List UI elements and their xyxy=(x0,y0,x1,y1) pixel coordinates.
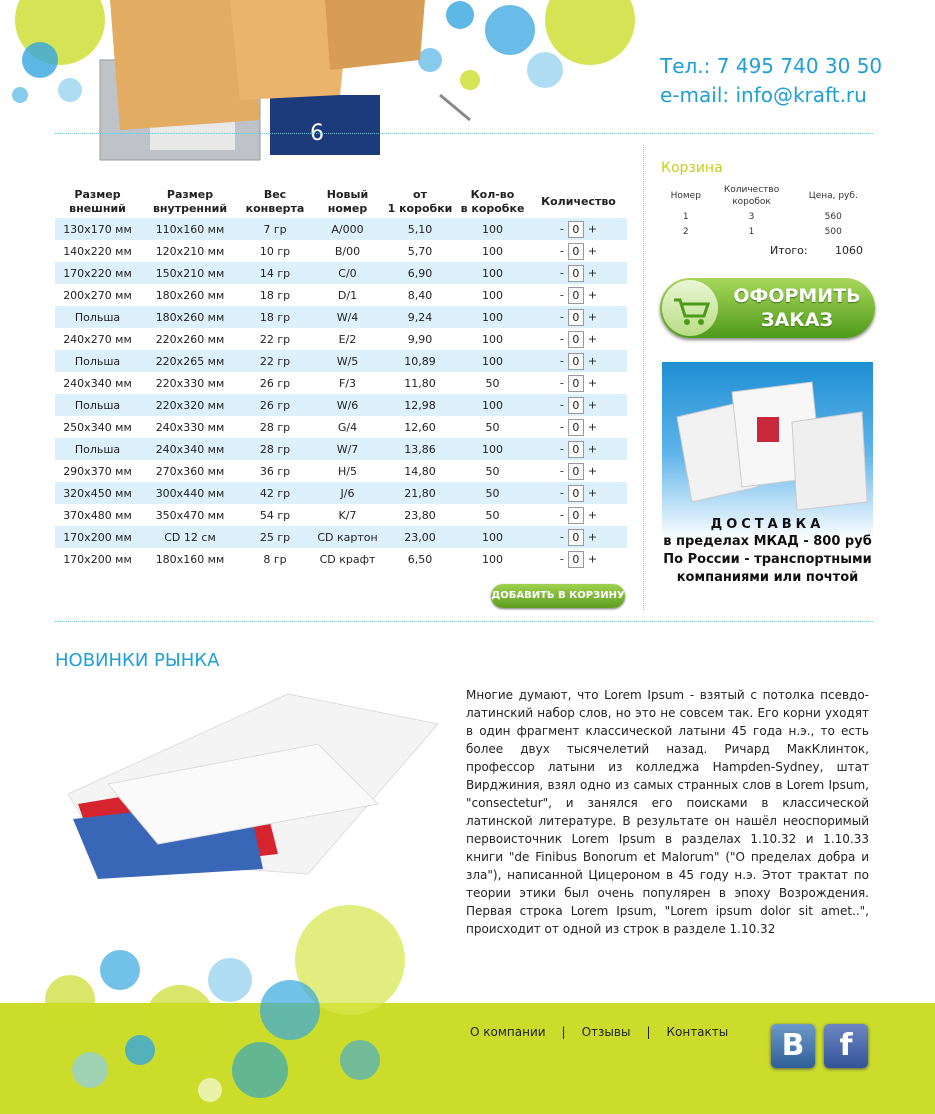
table-cell: 370x480 мм xyxy=(63,508,132,522)
quantity-stepper xyxy=(530,548,627,570)
table-cell: 12,60 xyxy=(404,420,436,434)
table-cell: 6,50 xyxy=(407,552,433,566)
table-header-line: Кол-во xyxy=(470,188,515,201)
footer-link-about[interactable]: О компании xyxy=(470,1025,546,1039)
divider-top xyxy=(55,133,873,134)
delivery-banner[interactable] xyxy=(662,362,873,590)
table-header-line: в коробке xyxy=(460,202,525,215)
table-cell: CD 12 см xyxy=(140,526,240,548)
table-cell: W/5 xyxy=(310,350,385,372)
quantity-plus-button[interactable]: + xyxy=(587,464,598,477)
quantity-minus-button[interactable]: - xyxy=(559,332,564,345)
cart-icon xyxy=(662,280,718,336)
news-section-title: НОВИНКИ РЫНКА xyxy=(55,650,220,671)
quantity-stepper xyxy=(530,262,627,284)
quantity-stepper xyxy=(530,504,627,526)
cart-header-boxes: Количество коробок xyxy=(723,185,780,207)
quantity-plus-button[interactable]: + xyxy=(587,442,598,455)
cart-cell: 3 xyxy=(748,211,755,222)
quantity-stepper xyxy=(530,460,627,482)
news-article-text: Многие думают, что Lorem Ipsum - взятый с потолка псевдо-латинский набор слов, но это не совсем так. Его корни уходят в один фрагмент классической латыни 45 года н.э., то есть более двух тысячелетий назад. Ричард МакКлинток, профессор латыни из колледжа Hampden-Sydney, штат Вирджиния, взял одно из самых странных слов в Lorem Ipsum, "consectetur", и занялся его поисками в классической латинской литературе. В результате он нашёл неоспоримый первоисточник Lorem Ipsum в разделах 1.10.32 и 1.10.33 книги "de Finibus Bonorum et Malorum" ("О пределах добра и зла"), написанной Цицероном в 45 году н.э. Этот трактат по теории этики был очень популярен в эпоху Возрождения. Первая строка Lorem Ipsum, "Lorem ipsum dolor sit amet..", происходит от одной из строк в разделе 1.10.32 xyxy=(466,688,869,936)
table-cell: 240x340 мм xyxy=(140,438,240,460)
quantity-minus-button[interactable]: - xyxy=(559,420,564,433)
quantity-input[interactable]: 0 xyxy=(568,309,584,326)
table-header-line: Вес xyxy=(263,188,287,201)
table-header-line: внешний xyxy=(69,202,126,215)
table-header-line: от xyxy=(413,188,427,201)
cart-row xyxy=(660,224,875,239)
vk-icon[interactable]: B xyxy=(771,1024,815,1068)
quantity-minus-button[interactable]: - xyxy=(559,552,564,565)
product-table xyxy=(55,186,627,570)
table-header-cell xyxy=(140,186,240,218)
table-cell: 200x270 мм xyxy=(63,288,132,302)
table-cell: CD крафт xyxy=(319,552,376,566)
table-cell: W/6 xyxy=(310,394,385,416)
quantity-input[interactable]: 0 xyxy=(568,485,584,502)
table-cell: D/1 xyxy=(337,288,358,302)
quantity-minus-button[interactable]: - xyxy=(559,486,564,499)
table-cell: K/7 xyxy=(338,508,357,522)
table-header-line: конверта xyxy=(245,202,305,215)
quantity-plus-button[interactable]: + xyxy=(587,376,598,389)
table-cell: 120x210 мм xyxy=(155,244,225,258)
table-header-cell xyxy=(240,186,310,218)
quantity-stepper xyxy=(530,218,627,240)
table-header-cell xyxy=(55,186,140,218)
quantity-minus-button[interactable]: - xyxy=(559,442,564,455)
delivery-envelopes-image xyxy=(662,362,873,512)
footer-separator: | xyxy=(646,1025,651,1039)
quantity-plus-button[interactable]: + xyxy=(587,420,598,433)
facebook-icon[interactable]: f xyxy=(824,1024,868,1068)
table-cell: 100 xyxy=(455,350,530,372)
quantity-plus-button[interactable]: + xyxy=(587,486,598,499)
table-cell: 10 гр xyxy=(259,244,291,258)
quantity-minus-button[interactable]: - xyxy=(559,530,564,543)
table-header-cell xyxy=(385,186,455,218)
table-header-cell xyxy=(530,186,627,218)
table-cell: A/000 xyxy=(310,218,385,240)
table-cell: 13,86 xyxy=(385,438,455,460)
table-cell: 100 xyxy=(455,262,530,284)
table-row xyxy=(55,372,627,394)
table-cell: 110x160 мм xyxy=(140,218,240,240)
table-cell: 50 xyxy=(485,376,500,390)
table-row xyxy=(55,240,627,262)
table-cell: J/6 xyxy=(310,482,385,504)
table-cell: 18 гр xyxy=(259,288,291,302)
table-row xyxy=(55,306,627,328)
table-cell: 18 гр xyxy=(240,306,310,328)
table-cell: 100 xyxy=(455,394,530,416)
table-cell: 50 xyxy=(485,464,500,478)
table-header-line: Новый xyxy=(326,188,369,201)
delivery-text: в пределах МКАД - 800 руб По России - транспортными компаниями или почтой xyxy=(663,534,872,585)
quantity-plus-button[interactable]: + xyxy=(587,552,598,565)
table-header-line: 1 коробки xyxy=(387,202,453,215)
table-cell: 100 xyxy=(482,244,503,258)
quantity-plus-button[interactable]: + xyxy=(587,222,598,235)
table-cell: 8 гр xyxy=(263,552,287,566)
contacts-block xyxy=(660,52,882,110)
quantity-stepper xyxy=(530,372,627,394)
table-cell: 14 гр xyxy=(240,262,310,284)
table-cell: B/00 xyxy=(334,244,361,258)
table-cell: 100 xyxy=(455,306,530,328)
svg-text:6: 6 xyxy=(310,121,324,146)
table-cell: 170x200 мм xyxy=(55,526,140,548)
table-cell: 250x340 мм xyxy=(63,420,132,434)
quantity-stepper xyxy=(530,328,627,350)
cart-title: Корзина xyxy=(661,160,723,176)
quantity-input[interactable]: 0 xyxy=(568,463,584,480)
table-header-line: Количество xyxy=(541,195,616,208)
quantity-input[interactable]: 0 xyxy=(568,441,584,458)
table-row xyxy=(55,460,627,482)
quantity-minus-button[interactable]: - xyxy=(559,266,564,279)
table-cell: 240x340 мм xyxy=(63,376,132,390)
table-row xyxy=(55,438,627,460)
table-cell: H/5 xyxy=(338,464,357,478)
quantity-minus-button[interactable]: - xyxy=(559,354,564,367)
table-cell: 100 xyxy=(482,552,503,566)
table-row xyxy=(55,548,627,570)
table-cell: CD картон xyxy=(310,526,385,548)
quantity-input[interactable]: 0 xyxy=(568,331,584,348)
table-cell: 170x200 мм xyxy=(63,552,132,566)
quantity-plus-button[interactable]: + xyxy=(587,398,598,411)
table-header-line: номер xyxy=(327,202,368,215)
quantity-minus-button[interactable]: - xyxy=(559,310,564,323)
table-row xyxy=(55,504,627,526)
table-cell: 50 xyxy=(485,508,500,522)
quantity-plus-button[interactable]: + xyxy=(587,508,598,521)
table-cell: 220x265 мм xyxy=(140,350,240,372)
table-cell: G/4 xyxy=(337,420,358,434)
table-cell: 9,24 xyxy=(385,306,455,328)
table-cell: 54 гр xyxy=(259,508,291,522)
quantity-plus-button[interactable]: + xyxy=(587,332,598,345)
table-cell: 100 xyxy=(455,526,530,548)
table-cell: 220x330 мм xyxy=(155,376,225,390)
table-cell: 50 xyxy=(455,482,530,504)
cart-total-value: 1060 xyxy=(835,244,863,257)
quantity-stepper xyxy=(530,306,627,328)
table-cell: 130x170 мм xyxy=(55,218,140,240)
table-header-line: Размер xyxy=(74,188,121,201)
table-cell: 100 xyxy=(482,288,503,302)
quantity-stepper xyxy=(530,438,627,460)
quantity-input[interactable]: 0 xyxy=(568,375,584,392)
table-cell: 180x260 мм xyxy=(140,306,240,328)
table-cell: 180x260 мм xyxy=(155,288,225,302)
table-cell: 21,80 xyxy=(385,482,455,504)
footer-bubbles-decoration xyxy=(30,900,430,1114)
quantity-minus-button[interactable]: - xyxy=(559,464,564,477)
quantity-stepper xyxy=(530,482,627,504)
table-cell: W/7 xyxy=(310,438,385,460)
table-cell: 290x370 мм xyxy=(63,464,132,478)
table-header-line: внутренний xyxy=(152,202,228,215)
quantity-plus-button[interactable]: + xyxy=(587,310,598,323)
table-row xyxy=(55,284,627,306)
table-cell: 140x220 мм xyxy=(63,244,132,258)
table-cell: 12,98 xyxy=(385,394,455,416)
table-cell: Польша xyxy=(55,350,140,372)
table-cell: 28 гр xyxy=(259,420,291,434)
table-cell: 11,80 xyxy=(404,376,436,390)
table-cell: 320x450 мм xyxy=(55,482,140,504)
table-row xyxy=(55,328,627,350)
cart-cell: 560 xyxy=(824,211,842,222)
phone-number: Тел.: 7 495 740 30 50 xyxy=(660,54,883,78)
table-cell: Польша xyxy=(55,306,140,328)
table-row xyxy=(55,350,627,372)
email-link[interactable]: e-mail: info@kraft.ru xyxy=(660,83,867,107)
table-cell: F/3 xyxy=(338,376,357,390)
quantity-input[interactable]: 0 xyxy=(568,353,584,370)
add-to-cart-button[interactable]: ДОБАВИТЬ В КОРЗИНУ xyxy=(491,584,625,608)
table-cell: Польша xyxy=(55,394,140,416)
table-cell: 240x270 мм xyxy=(63,332,132,346)
table-cell: 23,00 xyxy=(385,526,455,548)
cart-table xyxy=(660,183,875,239)
table-cell: 100 xyxy=(455,218,530,240)
quantity-minus-button[interactable]: - xyxy=(559,288,564,301)
table-row xyxy=(55,482,627,504)
footer-link-contacts[interactable]: Контакты xyxy=(666,1025,729,1039)
quantity-input[interactable]: 0 xyxy=(568,551,584,568)
cart-row xyxy=(660,209,875,224)
table-cell: 42 гр xyxy=(240,482,310,504)
table-cell: 7 гр xyxy=(240,218,310,240)
table-row xyxy=(55,416,627,438)
table-header-cell xyxy=(310,186,385,218)
table-cell: 22 гр xyxy=(259,332,291,346)
table-header-line: Размер xyxy=(166,188,214,201)
table-cell: 10,89 xyxy=(385,350,455,372)
quantity-stepper xyxy=(530,240,627,262)
table-cell: 14,80 xyxy=(404,464,436,478)
table-header-row xyxy=(55,186,627,218)
table-cell: 220x260 мм xyxy=(155,332,225,346)
quantity-minus-button[interactable]: - xyxy=(559,222,564,235)
shopping-cart-icon xyxy=(662,280,718,336)
cart-cell: 500 xyxy=(824,226,842,237)
table-cell: 5,70 xyxy=(407,244,433,258)
news-image xyxy=(48,684,448,884)
quantity-plus-button[interactable]: + xyxy=(587,530,598,543)
quantity-stepper xyxy=(530,394,627,416)
table-cell: 8,40 xyxy=(407,288,433,302)
table-row xyxy=(55,262,627,284)
table-cell: Польша xyxy=(55,438,140,460)
table-cell: 350x470 мм xyxy=(155,508,225,522)
delivery-title: ДОСТАВКА xyxy=(710,517,825,532)
quantity-stepper xyxy=(530,526,627,548)
table-cell: 100 xyxy=(455,438,530,460)
cart-header-number: Номер xyxy=(670,191,701,201)
table-cell: 25 гр xyxy=(240,526,310,548)
quantity-input[interactable]: 0 xyxy=(568,529,584,546)
cart-cell: 1 xyxy=(748,226,755,237)
table-cell: 300x440 мм xyxy=(140,482,240,504)
table-cell: 22 гр xyxy=(240,350,310,372)
table-cell: 240x330 мм xyxy=(155,420,225,434)
header-illustration xyxy=(0,0,640,175)
table-row xyxy=(55,394,627,416)
quantity-input[interactable]: 0 xyxy=(568,243,584,260)
table-header-cell xyxy=(455,186,530,218)
quantity-minus-button[interactable]: - xyxy=(559,244,564,257)
table-cell: 36 гр xyxy=(259,464,291,478)
quantity-input[interactable]: 0 xyxy=(568,397,584,414)
table-cell: 50 xyxy=(485,420,500,434)
quantity-plus-button[interactable]: + xyxy=(587,266,598,279)
place-order-label: ОФОРМИТЬ ЗАКАЗ xyxy=(733,285,861,331)
table-cell: W/4 xyxy=(310,306,385,328)
quantity-stepper xyxy=(530,416,627,438)
table-cell: 28 гр xyxy=(240,438,310,460)
quantity-stepper xyxy=(530,284,627,306)
cart-cell: 2 xyxy=(682,226,689,237)
table-row xyxy=(55,218,627,240)
table-cell: 100 xyxy=(482,332,503,346)
quantity-input[interactable]: 0 xyxy=(568,287,584,304)
table-row xyxy=(55,526,627,548)
table-cell: 170x220 мм xyxy=(55,262,140,284)
quantity-minus-button[interactable]: - xyxy=(559,508,564,521)
table-cell: 6,90 xyxy=(385,262,455,284)
table-cell: 180x160 мм xyxy=(155,552,225,566)
quantity-plus-button[interactable]: + xyxy=(587,288,598,301)
cart-cell: 1 xyxy=(682,211,689,222)
place-order-button[interactable] xyxy=(660,278,875,338)
table-cell: 9,90 xyxy=(407,332,433,346)
table-cell: E/2 xyxy=(338,332,357,346)
quantity-input[interactable]: 0 xyxy=(568,419,584,436)
envelopes-illustration xyxy=(0,0,640,175)
table-cell: 23,80 xyxy=(404,508,436,522)
footer-link-reviews[interactable]: Отзывы xyxy=(581,1025,631,1039)
quantity-plus-button[interactable]: + xyxy=(587,354,598,367)
padded-envelope-with-books-image xyxy=(48,684,448,884)
quantity-minus-button[interactable]: - xyxy=(559,398,564,411)
quantity-minus-button[interactable]: - xyxy=(559,376,564,389)
table-cell: 220x320 мм xyxy=(140,394,240,416)
quantity-input[interactable]: 0 xyxy=(568,507,584,524)
table-cell: C/0 xyxy=(310,262,385,284)
quantity-input[interactable]: 0 xyxy=(568,221,584,238)
footer-separator: | xyxy=(561,1025,566,1039)
quantity-stepper xyxy=(530,350,627,372)
cart-header-price: Цена, руб. xyxy=(808,191,858,201)
table-cell: 26 гр xyxy=(259,376,291,390)
cart-total-label: Итого: xyxy=(770,244,808,257)
table-cell: 26 гр xyxy=(240,394,310,416)
table-cell: 270x360 мм xyxy=(155,464,225,478)
table-cell: 150x210 мм xyxy=(140,262,240,284)
cart-header-row xyxy=(660,183,875,209)
footer-nav xyxy=(470,1025,728,1039)
quantity-plus-button[interactable]: + xyxy=(587,244,598,257)
divider-middle xyxy=(55,621,873,622)
table-cell: 5,10 xyxy=(385,218,455,240)
divider-vertical xyxy=(643,145,644,610)
quantity-input[interactable]: 0 xyxy=(568,265,584,282)
